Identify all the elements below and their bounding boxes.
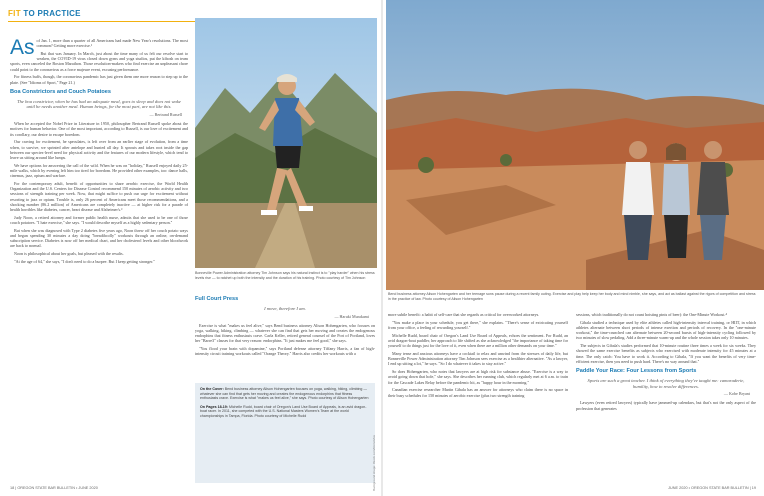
pages-note-text: Michelle Rudd, board chair of Oregon's Land Use Board of Appeals, is an avid dragon-boat racer. In 2011, she competed with the U.S. National Masters Women's Team at the world championships in Tampa, Florida. Photo courtesy of Michelle Rudd	[200, 404, 367, 418]
section-header	[8, 9, 81, 18]
right-paragraph: Many tense and anxious attorneys have a cocktail to relax and unwind from the stresses of daily life, but Bonneville Power Administration attorney Tim Johnson sees exercise as a healthier alternative. "As a lawyer, I end up sitting a lot," he says. "So I do whatever it takes to stay active."	[388, 351, 568, 367]
cover-note-label: On the Cover:	[200, 387, 224, 391]
pages-note-label: On Pages 18-19:	[200, 404, 228, 409]
left-paragraph: But when she was diagnosed with Type 2 diabetes five years ago, Noon threw off her couch potato ways and began spending 30 minutes a day doing "breadthcolly" workouts through an online, on-demand subscription service. Diabetes is now off her medical chart, and her cholesterol levels and other bloodwork are back to normal.	[10, 227, 188, 249]
left-paragraph: Judy Noon, a retired attorney and former public health nurse, admits that she used to be one of those couch potatoes. "I hate exercise," she says. "I would describe myself as a highly sedentary person."	[10, 214, 188, 226]
background-credit: Background image: iStock.com/RomoMos	[372, 435, 376, 491]
left-paragraph: When he accepted the Nobel Prize in Literature in 1950, philosopher Bertrand Russell spoke about the motives for human behavior. One of the most important, according to Russell, is our love of excitement and its corollary, our desire to escape boredom.	[10, 121, 188, 137]
right-paragraph: "You make a place in your schedule, you get there," she explains. "There's sense of extricating yourself from your office, a feeling of rewarding yourself."	[388, 319, 568, 330]
pages-note	[200, 405, 370, 419]
left-paragraph: We have options for answering the call of the wild. When he was on "holiday," Russell enjoyed daily 25-mile walks, which by evening left him too tired for boredom. He provided other examples, too: dance halls, cinemas, jazz, opium and warfare.	[10, 162, 188, 179]
left-column	[10, 38, 188, 267]
pull-quote-murakami: I move, therefore I am.	[264, 306, 306, 311]
folio-right: JUNE 2020 • OREGON STATE BAR BULLETIN | 19	[668, 486, 756, 490]
left-paragraph: "At the age of 64," she says, "I don't need to do a burpee. But I keep getting stronger."	[14, 259, 155, 265]
quote-attribution: — Kobe Bryant	[723, 391, 750, 397]
folio-left: 18 | OREGON STATE BAR BULLETIN • JUNE 2020	[10, 486, 98, 490]
middle-column	[195, 296, 375, 359]
quote-attribution: — Bertrand Russell	[149, 112, 182, 117]
right-paragraph: Lawyers (even retired lawyers) typically have jammed-up calendars, but that's not the only aspect of the profession that generates	[576, 400, 756, 411]
middle-paragraph: "You flood your brain with dopamine," says Portland defense attorney Tiffany Harris, a fan of high-intensity circuit training workouts called "Orange Theory." Harris also credits her workouts with a	[195, 346, 375, 357]
quote-attribution: — Haruki Murakami	[334, 313, 369, 319]
page-gutter	[381, 0, 383, 496]
right-paragraph: more subtle benefit: a habit of self-care that she regards as critical for overworked attorneys.	[388, 312, 540, 317]
left-paragraph: of Jan. 1, more than a quarter of all Americans had made New Year's resolutions. The most common? Getting more exercise.¹	[36, 38, 188, 49]
right-paragraph: sessions, which traditionally do not count hoisting pints of beer): the One-Minute Workout.⁴	[576, 312, 727, 317]
runner-photo-art	[195, 18, 377, 268]
pull-quote-russell: The boa constrictor, when he has had an adequate meal, goes to sleep and does not wake until he needs another meal. Human beings, for the most part, are not like this.	[17, 98, 181, 110]
middle-paragraph: Exercise is what "makes us feel alive," says Bend business attorney Alison Hohengarten, who focuses on yoga, walking, hiking, climbing — whatever she can find that gets her moving and creates the endogenous endorphins that fitness enthusiasts crave. Carla Keller, retired general counsel of the Port of Portland, loves her "Barre3" classes for that very reason: endorphins. "It just makes me feel good," she says.	[195, 322, 375, 344]
left-paragraph: Noon is philosophical about her goals, but pleased with the results.	[14, 251, 124, 257]
right-paragraph: Gibala studied a technique used by elite athletes called high-intensity interval training, or HIIT, in which athletes alternate between short periods of intense exertion and periods of recovery. In the "one-minute workout," the time-crunched can alternate between 20-second bursts of high-intensity cycling followed by two minutes of slow pedaling. Add a three-minute warm-up and the whole session takes only 10 minutes.	[576, 319, 756, 341]
family-photo-art	[386, 0, 764, 290]
family-caption: Bend business attorney Alison Hohengarten and her teenage sons pause during a recent family outing. Exercise and play help keep her body and mind nimble, she says, and act as ballast against the rigors of competition and stress in the practice of law. Photo courtesy of Alison Hohengarten	[388, 292, 756, 301]
subhead-paddle: Paddle Your Race: Four Lessons from Sports	[576, 368, 697, 375]
runner-photo	[195, 18, 377, 268]
header-rest: TO PRACTICE	[20, 9, 81, 18]
left-paragraph: Our craving for excitement, he speculates, is left over from an earlier stage of evolution, from a time when, to survive, we sprinted after antelope and hunted all day. It sprouts and takes root inside the gap between our species-level need for physical activity and the features of our modern lifestyle, which tend to leave us sitting around like lumps.	[10, 139, 188, 161]
right-column-1	[388, 312, 568, 400]
drop-cap: As	[10, 36, 35, 59]
right-paragraph: So does Hohengarten, who notes that lawyers are at high risk for substance abuse. "Exercise is a way to avoid going down that hole," she says. She describes her running club, which regularly met at 6 a.m. to train for the Cascade Lakes Relay before the pandemic hit, as "happy hour in the morning."	[388, 369, 568, 385]
pull-quote-bryant: Sports are such a great teacher. I think of everything they've taught me: camaraderie, humility, how to resolve differences.	[587, 378, 745, 389]
cover-note	[200, 387, 370, 401]
right-paragraph: Michelle Rudd, board chair of Oregon's Land Use Board of Appeals, echoes the sentiment. For Rudd, an avid dragon-boat paddler, her approach to life shifted as she acknowledged "the importance of taking time for yourself to do things just for the love of it, even when there are a million other demands on your time."	[388, 332, 568, 349]
left-paragraph: For the contemporary adult, benefit of opportunities to share aerobic exercise, the World Health Organization and the U.S. Centers for Disease Control recommend 150 minutes of aerobic activity and two sessions of strength training per week. Now, that might suffice to push our urge for excitement without resorting to jazz or opium. Trouble is, only 26 percent of Americans meet those recommendations, and a shocking number (86.2 million) of Americans are completely inactive — at higher risk for a parade of health horribles like diabetes, cancer, heart disease and Alzheimer's.³	[10, 181, 188, 213]
header-fit: FIT	[8, 9, 21, 18]
left-paragraph: For fitness buffs, though, the coronavirus pandemic has just given them one more reason to step up to the plate. (See "Idioms of Sport," Page 21.)	[10, 74, 188, 85]
subhead-full-court: Full Court Press	[195, 296, 239, 302]
right-paragraph: The subjects in Gibala's studies performed that 10-minute routine three times a week for six weeks. They showed the same exercise benefits as subjects who exercised with moderate intensity for 45 minutes at a time. The only catch: You have to work it. According to Gibala, "If you want the benefits of very time-efficient exercise, then you need to push hard. There's no way around that."	[576, 343, 756, 364]
cover-note-text: Bend business attorney Alison Hohengarten focuses on yoga, walking, hiking, climbing — whatever she can find that gets her moving and creates the endogenous endorphins that fitness enthusiasts crave. Exercise is what "makes us feel alive," she says. Photo courtesy of Alison Hohengarten	[200, 387, 369, 401]
cover-info-box	[195, 383, 375, 483]
right-paragraph: Canadian exercise researcher Martin Gibala has an answer for attorneys who claim there is no space in their busy schedules for 150 minutes of aerobic exercise (plus two strength training	[388, 387, 568, 398]
runner-caption: Bonneville Power Administration attorney Tim Johnson says his natural instinct is to "play harder" when his stress levels rise — to ratchet up both the intensity and the duration of his training. Photo courtesy of Tim Johnson	[195, 271, 375, 280]
family-hiking-photo	[386, 0, 764, 290]
left-paragraph: But that was January. In March, just about the time many of us felt our resolve start to weaken, the COVID-19 virus closed down gyms and yoga studios, put the kibosh on team sports, even canceled the Boston Marathon. Those resolution-makers who find exercise an unpleasant chore could point to the coronavirus as a force majeure event, excusing performance.	[10, 51, 188, 72]
right-column-2	[576, 312, 756, 413]
subhead-boa: Boa Constrictors and Couch Potatoes	[10, 88, 112, 95]
